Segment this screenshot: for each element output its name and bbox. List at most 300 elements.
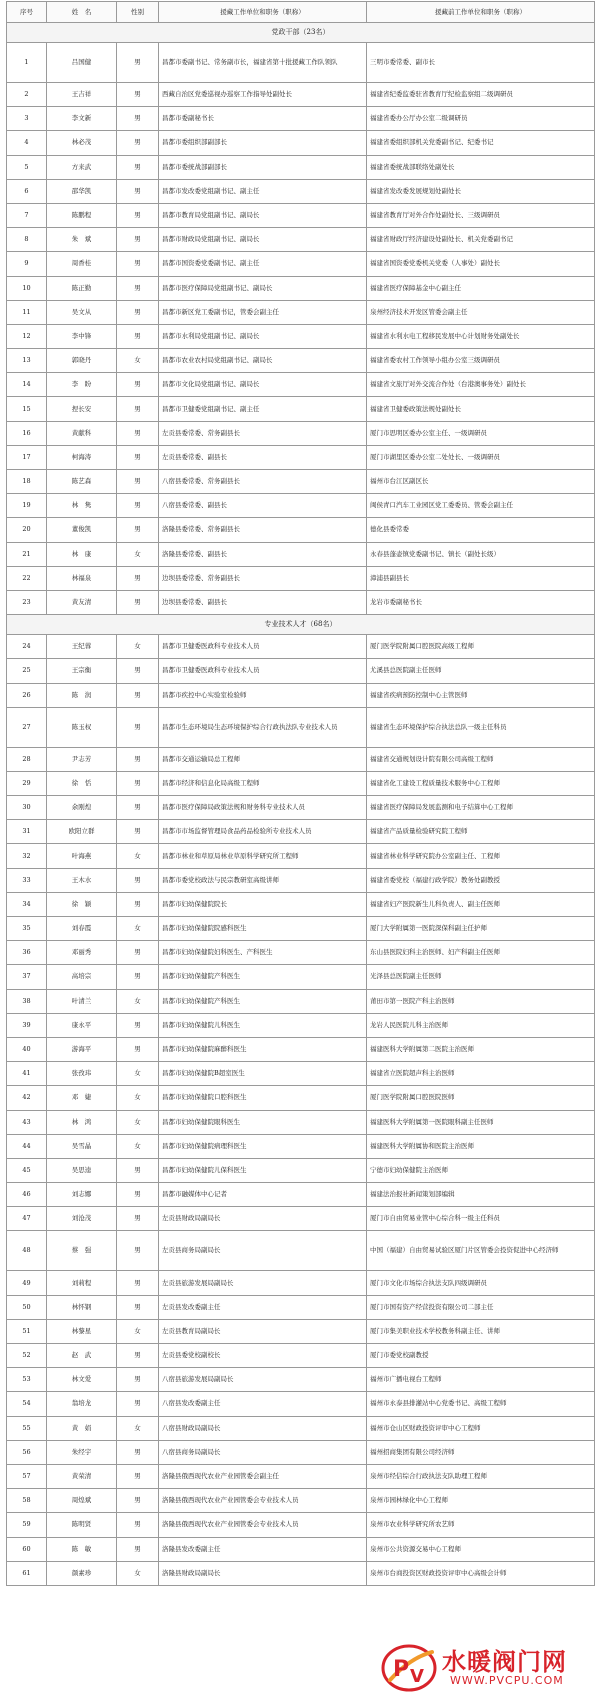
cell-index: 33	[7, 868, 47, 892]
cell-name: 柯海涛	[47, 445, 117, 469]
cell-previous-post: 福州市永泰县排灌站中心党委书记、高级工程师	[367, 1392, 595, 1416]
cell-name: 周香桂	[47, 252, 117, 276]
cell-index: 59	[7, 1513, 47, 1537]
table-row	[7, 820, 595, 844]
cell-index: 2	[7, 83, 47, 107]
cell-index: 52	[7, 1344, 47, 1368]
cell-gender: 男	[117, 155, 159, 179]
cell-previous-post: 福建省交通规划设计院有限公司高级工程师	[367, 747, 595, 771]
cell-gender: 男	[117, 107, 159, 131]
cell-name: 王宗衡	[47, 659, 117, 683]
cell-name: 吕国健	[47, 43, 117, 83]
cell-previous-post: 厦门大学附属第一医院深保科副主任护师	[367, 917, 595, 941]
table-row	[7, 1231, 595, 1271]
cell-previous-post: 莆田市第一医院产科主治医师	[367, 989, 595, 1013]
cell-previous-post: 厦门医学院附属口腔医院高级工程师	[367, 635, 595, 659]
cell-index: 29	[7, 771, 47, 795]
cell-index: 55	[7, 1416, 47, 1440]
cell-gender: 女	[117, 1561, 159, 1585]
cell-tibet-post: 昌都市融媒体中心记者	[159, 1183, 367, 1207]
cell-name: 刘莉程	[47, 1271, 117, 1295]
staff-roster-table	[6, 1, 595, 1586]
cell-name: 陈 润	[47, 683, 117, 707]
cell-tibet-post: 昌都市妇幼保健院儿保科医生	[159, 1158, 367, 1182]
cell-gender: 男	[117, 470, 159, 494]
svg-text:P: P	[393, 1657, 410, 1682]
section-header-row	[7, 23, 595, 43]
cell-tibet-post: 西藏自治区党委巡视办巡察工作指导处副处长	[159, 83, 367, 107]
cell-index: 7	[7, 203, 47, 227]
cell-gender: 男	[117, 1158, 159, 1182]
table-row	[7, 179, 595, 203]
cell-name: 王吉祥	[47, 83, 117, 107]
cell-gender: 男	[117, 1037, 159, 1061]
cell-tibet-post: 昌都市教育局党组副书记、副局长	[159, 203, 367, 227]
cell-index: 21	[7, 542, 47, 566]
cell-tibet-post: 昌都市卫健委医政科专业技术人员	[159, 635, 367, 659]
cell-tibet-post: 八宿县委常委、常务副县长	[159, 470, 367, 494]
cell-index: 42	[7, 1086, 47, 1110]
cell-previous-post: 福州市台江区副区长	[367, 470, 595, 494]
cell-tibet-post: 昌都市国资委党委副书记、副主任	[159, 252, 367, 276]
cell-name: 林黎星	[47, 1319, 117, 1343]
cell-gender: 男	[117, 1513, 159, 1537]
table-header-row	[7, 2, 595, 23]
table-row	[7, 203, 595, 227]
section-title: 党政干部（23名）	[7, 23, 595, 43]
cell-gender: 女	[117, 1319, 159, 1343]
cell-name: 李 盼	[47, 373, 117, 397]
cell-previous-post: 东山县医院妇科主治医师、妇产科副主任医师	[367, 941, 595, 965]
cell-name: 林怀钢	[47, 1295, 117, 1319]
cell-index: 58	[7, 1489, 47, 1513]
table-row	[7, 1110, 595, 1134]
cell-name: 张孜玮	[47, 1062, 117, 1086]
cell-gender: 男	[117, 1368, 159, 1392]
cell-name: 陈正勤	[47, 276, 117, 300]
cell-index: 17	[7, 445, 47, 469]
cell-name: 尹志芳	[47, 747, 117, 771]
table-row	[7, 1134, 595, 1158]
cell-index: 51	[7, 1319, 47, 1343]
cell-tibet-post: 昌都市文化局党组副书记、副局长	[159, 373, 367, 397]
cell-index: 54	[7, 1392, 47, 1416]
cell-name: 吴思逵	[47, 1158, 117, 1182]
cell-index: 9	[7, 252, 47, 276]
table-row	[7, 349, 595, 373]
cell-gender: 男	[117, 590, 159, 614]
cell-previous-post: 泉州市经信综合行政执法支队助理工程师	[367, 1464, 595, 1488]
cell-name: 林福泉	[47, 566, 117, 590]
cell-previous-post: 泉州市农业科学研究所农艺师	[367, 1513, 595, 1537]
cell-gender: 男	[117, 868, 159, 892]
table-row	[7, 470, 595, 494]
table-row	[7, 917, 595, 941]
cell-name: 李中锋	[47, 324, 117, 348]
cell-index: 50	[7, 1295, 47, 1319]
cell-gender: 女	[117, 844, 159, 868]
cell-gender: 男	[117, 1271, 159, 1295]
cell-name: 林 鸿	[47, 1110, 117, 1134]
cell-tibet-post: 洛隆县俄西现代农业产业园管委会专业技术人员	[159, 1513, 367, 1537]
cell-name: 吴雪晶	[47, 1134, 117, 1158]
cell-gender: 男	[117, 941, 159, 965]
cell-index: 11	[7, 300, 47, 324]
cell-index: 16	[7, 421, 47, 445]
cell-name: 翁培龙	[47, 1392, 117, 1416]
cell-previous-post: 厦门市湖里区委办公室二处处长、一级调研员	[367, 445, 595, 469]
cell-previous-post: 厦门医学院附属口腔医院医师	[367, 1086, 595, 1110]
cell-index: 22	[7, 566, 47, 590]
cell-previous-post: 福建省国资委党委机关党委（人事处）副处长	[367, 252, 595, 276]
cell-index: 36	[7, 941, 47, 965]
cell-tibet-post: 昌都市委党校政法与民宗教研室高级讲师	[159, 868, 367, 892]
table-row	[7, 1183, 595, 1207]
cell-gender: 男	[117, 1392, 159, 1416]
cell-tibet-post: 昌都市委组织部副部长	[159, 131, 367, 155]
cell-name: 游海平	[47, 1037, 117, 1061]
cell-gender: 男	[117, 518, 159, 542]
cell-name: 李文新	[47, 107, 117, 131]
cell-name: 朱经宇	[47, 1440, 117, 1464]
cell-gender: 男	[117, 494, 159, 518]
cell-index: 41	[7, 1062, 47, 1086]
cell-previous-post: 厦门市自由贸易业管中心综合科一级主任科员	[367, 1207, 595, 1231]
cell-name: 黄友清	[47, 590, 117, 614]
cell-gender: 男	[117, 1183, 159, 1207]
cell-previous-post: 厦门市国有资产经营投资有限公司二部主任	[367, 1295, 595, 1319]
table-row	[7, 707, 595, 747]
cell-previous-post: 厦门市委党校副教授	[367, 1344, 595, 1368]
cell-gender: 女	[117, 1416, 159, 1440]
table-row	[7, 228, 595, 252]
cell-previous-post: 福建省化工建设工程质量技术服务中心工程师	[367, 771, 595, 795]
cell-index: 32	[7, 844, 47, 868]
table-row	[7, 421, 595, 445]
table-row	[7, 1013, 595, 1037]
cell-index: 56	[7, 1440, 47, 1464]
table-row	[7, 300, 595, 324]
cell-previous-post: 福建医科大学附属第二医院主治医师	[367, 1037, 595, 1061]
cell-index: 3	[7, 107, 47, 131]
table-row	[7, 518, 595, 542]
cell-previous-post: 福建省医疗保障局发展监测和电子结算中心工程师	[367, 796, 595, 820]
table-row	[7, 1037, 595, 1061]
table-row	[7, 747, 595, 771]
cell-gender: 男	[117, 1489, 159, 1513]
cell-tibet-post: 昌都市委副书记、常务副市长，福建省第十批援藏工作队领队	[159, 43, 367, 83]
cell-gender: 男	[117, 1231, 159, 1271]
cell-gender: 男	[117, 445, 159, 469]
cell-tibet-post: 昌都市妇幼保健院病理科医生	[159, 1134, 367, 1158]
cell-previous-post: 福建省水利水电工程移民发展中心计划财务处副处长	[367, 324, 595, 348]
cell-name: 徐 恬	[47, 771, 117, 795]
pv-swoosh-logo-icon	[380, 1638, 438, 1696]
cell-index: 34	[7, 892, 47, 916]
cell-name: 康永平	[47, 1013, 117, 1037]
cell-name: 陈艺森	[47, 470, 117, 494]
table-row	[7, 494, 595, 518]
cell-gender: 男	[117, 131, 159, 155]
cell-name: 陈玉权	[47, 707, 117, 747]
table-row	[7, 1513, 595, 1537]
cell-index: 40	[7, 1037, 47, 1061]
cell-name: 赵 武	[47, 1344, 117, 1368]
cell-tibet-post: 洛隆县委常委、常务副县长	[159, 518, 367, 542]
cell-index: 4	[7, 131, 47, 155]
cell-previous-post: 中国（福建）自由贸易试验区厦门片区管委会投资促进中心经济师	[367, 1231, 595, 1271]
cell-tibet-post: 昌都市新区党工委副书记，管委会副主任	[159, 300, 367, 324]
cell-previous-post: 福建省委组织部机关党委副书记、纪委书记	[367, 131, 595, 155]
table-body	[7, 23, 595, 1586]
cell-previous-post: 龙岩人民医院儿科主治医师	[367, 1013, 595, 1037]
cell-tibet-post: 昌都市水利局党组副书记、副局长	[159, 324, 367, 348]
cell-previous-post: 龙岩市委副秘书长	[367, 590, 595, 614]
cell-name: 邓 婕	[47, 1086, 117, 1110]
cell-gender: 男	[117, 252, 159, 276]
table-row	[7, 1368, 595, 1392]
table-row	[7, 252, 595, 276]
cell-previous-post: 福建省林业科学研究院办公室副主任、工程师	[367, 844, 595, 868]
cell-tibet-post: 八宿县财政局副局长	[159, 1416, 367, 1440]
cell-gender: 男	[117, 373, 159, 397]
cell-gender: 男	[117, 43, 159, 83]
table-row	[7, 324, 595, 348]
cell-previous-post: 福建省立医院超声科主治医师	[367, 1062, 595, 1086]
cell-tibet-post: 昌都市妇幼保健院产科医生	[159, 965, 367, 989]
cell-name: 方来武	[47, 155, 117, 179]
cell-tibet-post: 昌都市妇幼保健院麻醉科医生	[159, 1037, 367, 1061]
table-row	[7, 844, 595, 868]
cell-name: 林 隽	[47, 494, 117, 518]
cell-tibet-post: 八宿县旅游发展局副局长	[159, 1368, 367, 1392]
table-row	[7, 771, 595, 795]
cell-index: 38	[7, 989, 47, 1013]
cell-index: 14	[7, 373, 47, 397]
cell-gender: 男	[117, 179, 159, 203]
cell-tibet-post: 左贡县发改委副主任	[159, 1295, 367, 1319]
cell-tibet-post: 左贡县委党校副校长	[159, 1344, 367, 1368]
cell-gender: 男	[117, 820, 159, 844]
table-row	[7, 1489, 595, 1513]
cell-gender: 男	[117, 1207, 159, 1231]
cell-tibet-post: 昌都市卫健委医政科专业技术人员	[159, 659, 367, 683]
cell-gender: 男	[117, 1440, 159, 1464]
cell-tibet-post: 洛隆县委常委、副县长	[159, 542, 367, 566]
cell-tibet-post: 昌都市妇幼保健院儿科医生	[159, 1013, 367, 1037]
svg-text:V: V	[410, 1666, 424, 1687]
table-row	[7, 635, 595, 659]
cell-tibet-post: 昌都市林业和草原局林业草原科学研究所工程师	[159, 844, 367, 868]
header-previous-post: 援藏前工作单位和职务（职称）	[367, 2, 595, 23]
table-row	[7, 1416, 595, 1440]
cell-name: 叶海燕	[47, 844, 117, 868]
cell-tibet-post: 昌都市委副秘书长	[159, 107, 367, 131]
cell-index: 43	[7, 1110, 47, 1134]
cell-previous-post: 福建法治报社新闻策划部编辑	[367, 1183, 595, 1207]
cell-index: 37	[7, 965, 47, 989]
cell-name: 林文爱	[47, 1368, 117, 1392]
cell-index: 8	[7, 228, 47, 252]
cell-gender: 男	[117, 203, 159, 227]
cell-index: 23	[7, 590, 47, 614]
cell-tibet-post: 昌都市妇幼保健院B超室医生	[159, 1062, 367, 1086]
cell-name: 黄 娟	[47, 1416, 117, 1440]
table-row	[7, 1392, 595, 1416]
cell-previous-post: 厦门市思明区委办公室主任、一级调研员	[367, 421, 595, 445]
cell-tibet-post: 昌都市经济和信息化局高级工程师	[159, 771, 367, 795]
cell-gender: 男	[117, 683, 159, 707]
cell-tibet-post: 左贡县委常委、副县长	[159, 445, 367, 469]
cell-name: 捏长安	[47, 397, 117, 421]
cell-previous-post: 福建省委农村工作领导小组办公室三级调研员	[367, 349, 595, 373]
cell-previous-post: 福州市广播电视台工程师	[367, 1368, 595, 1392]
cell-index: 30	[7, 796, 47, 820]
cell-tibet-post: 昌都市妇幼保健院产科医生	[159, 989, 367, 1013]
cell-name: 欧阳立群	[47, 820, 117, 844]
cell-name: 董俊凯	[47, 518, 117, 542]
table-row	[7, 1062, 595, 1086]
cell-index: 44	[7, 1134, 47, 1158]
cell-tibet-post: 昌都市疾控中心实验室检验师	[159, 683, 367, 707]
cell-gender: 男	[117, 796, 159, 820]
cell-index: 48	[7, 1231, 47, 1271]
cell-gender: 男	[117, 300, 159, 324]
cell-index: 35	[7, 917, 47, 941]
cell-index: 18	[7, 470, 47, 494]
cell-previous-post: 福建省生态环境保护综合执法总队一级主任科员	[367, 707, 595, 747]
cell-name: 王木水	[47, 868, 117, 892]
header-tibet-post: 援藏工作单位和职务（职称）	[159, 2, 367, 23]
cell-previous-post: 福州市仓山区财政投资评审中心工程师	[367, 1416, 595, 1440]
cell-tibet-post: 昌都市妇幼保健院眼科医生	[159, 1110, 367, 1134]
table-row	[7, 1319, 595, 1343]
cell-previous-post: 漳浦县副县长	[367, 566, 595, 590]
table-row	[7, 1440, 595, 1464]
cell-tibet-post: 昌都市发改委党组副书记、副主任	[159, 179, 367, 203]
cell-gender: 女	[117, 1110, 159, 1134]
cell-name: 吴文从	[47, 300, 117, 324]
cell-index: 25	[7, 659, 47, 683]
table-row	[7, 868, 595, 892]
table-row	[7, 683, 595, 707]
cell-index: 31	[7, 820, 47, 844]
cell-tibet-post: 昌都市妇幼保健院院长	[159, 892, 367, 916]
cell-tibet-post: 昌都市生态环境局生态环境保护综合行政执法队专业技术人员	[159, 707, 367, 747]
cell-name: 陈鹏程	[47, 203, 117, 227]
cell-gender: 女	[117, 542, 159, 566]
cell-index: 13	[7, 349, 47, 373]
table-row	[7, 892, 595, 916]
table-row	[7, 1086, 595, 1110]
cell-previous-post: 福建省卫健委政策法规处副处长	[367, 397, 595, 421]
cell-gender: 男	[117, 1013, 159, 1037]
cell-name: 刘志娜	[47, 1183, 117, 1207]
cell-name: 蔡 强	[47, 1231, 117, 1271]
cell-gender: 男	[117, 397, 159, 421]
cell-name: 林必茂	[47, 131, 117, 155]
cell-previous-post: 福建省委党校（福建行政学院）教务处副教授	[367, 868, 595, 892]
cell-tibet-post: 边坝县委常委、副县长	[159, 590, 367, 614]
cell-index: 53	[7, 1368, 47, 1392]
table-row	[7, 83, 595, 107]
cell-gender: 男	[117, 659, 159, 683]
cell-previous-post: 福建省纪委监委驻省教育厅纪检监察组二级调研员	[367, 83, 595, 107]
cell-tibet-post: 左贡县财政局副局长	[159, 1207, 367, 1231]
cell-gender: 女	[117, 349, 159, 373]
cell-previous-post: 永春县蓬壶镇党委副书记、镇长（副处长级）	[367, 542, 595, 566]
cell-index: 6	[7, 179, 47, 203]
cell-index: 19	[7, 494, 47, 518]
cell-name: 刘春霞	[47, 917, 117, 941]
cell-gender: 男	[117, 707, 159, 747]
cell-gender: 男	[117, 421, 159, 445]
cell-previous-post: 福建省产品质量检验研究院工程师	[367, 820, 595, 844]
cell-gender: 男	[117, 771, 159, 795]
cell-gender: 女	[117, 1134, 159, 1158]
cell-name: 王纪蓉	[47, 635, 117, 659]
cell-name: 朱 斌	[47, 228, 117, 252]
cell-tibet-post: 昌都市医疗保障局政策法规和财务科专业技术人员	[159, 796, 367, 820]
table-row	[7, 989, 595, 1013]
cell-previous-post: 厦门市文化市场综合执法支队四级调研员	[367, 1271, 595, 1295]
cell-previous-post: 泉州市公共资源交易中心工程师	[367, 1537, 595, 1561]
cell-index: 10	[7, 276, 47, 300]
table-row	[7, 155, 595, 179]
cell-previous-post: 闽侯青口汽车工业园区党工委委员、管委会副主任	[367, 494, 595, 518]
table-row	[7, 590, 595, 614]
table-row	[7, 131, 595, 155]
header-index: 序号	[7, 2, 47, 23]
cell-tibet-post: 昌都市妇幼保健院口腔科医生	[159, 1086, 367, 1110]
cell-tibet-post: 八宿县商务局副局长	[159, 1440, 367, 1464]
table-row	[7, 1207, 595, 1231]
cell-previous-post: 福建省妇产医院新生儿科负责人、副主任医师	[367, 892, 595, 916]
cell-name: 刘沧茂	[47, 1207, 117, 1231]
cell-name: 陈 敏	[47, 1537, 117, 1561]
cell-tibet-post: 左贡县教育局副局长	[159, 1319, 367, 1343]
table-row	[7, 43, 595, 83]
cell-gender: 女	[117, 635, 159, 659]
table-row	[7, 397, 595, 421]
cell-gender: 女	[117, 1062, 159, 1086]
cell-gender: 男	[117, 747, 159, 771]
cell-gender: 女	[117, 989, 159, 1013]
cell-index: 15	[7, 397, 47, 421]
cell-previous-post: 福建省委统战部联络处副处长	[367, 155, 595, 179]
cell-tibet-post: 左贡县委常委、常务副县长	[159, 421, 367, 445]
cell-previous-post: 福建医科大学附属协和医院主治医师	[367, 1134, 595, 1158]
cell-previous-post: 福建省财政厅经济建设处副处长、机关党委副书记	[367, 228, 595, 252]
table-row	[7, 1464, 595, 1488]
cell-index: 5	[7, 155, 47, 179]
cell-tibet-post: 洛隆县发改委副主任	[159, 1537, 367, 1561]
cell-name: 黄献科	[47, 421, 117, 445]
cell-previous-post: 厦门市集美职业技术学校教务科副主任、讲师	[367, 1319, 595, 1343]
cell-tibet-post: 昌都市交通运输局总工程师	[159, 747, 367, 771]
roster-sheet	[6, 1, 594, 1586]
cell-index: 45	[7, 1158, 47, 1182]
table-row	[7, 796, 595, 820]
cell-index: 28	[7, 747, 47, 771]
table-row	[7, 1561, 595, 1585]
table-row	[7, 1344, 595, 1368]
cell-gender: 男	[117, 276, 159, 300]
cell-previous-post: 泉州经济技术开发区管委会副主任	[367, 300, 595, 324]
table-row	[7, 1537, 595, 1561]
cell-previous-post: 泉州市台商投资区财政投资评审中心高级会计师	[367, 1561, 595, 1585]
cell-gender: 男	[117, 1344, 159, 1368]
